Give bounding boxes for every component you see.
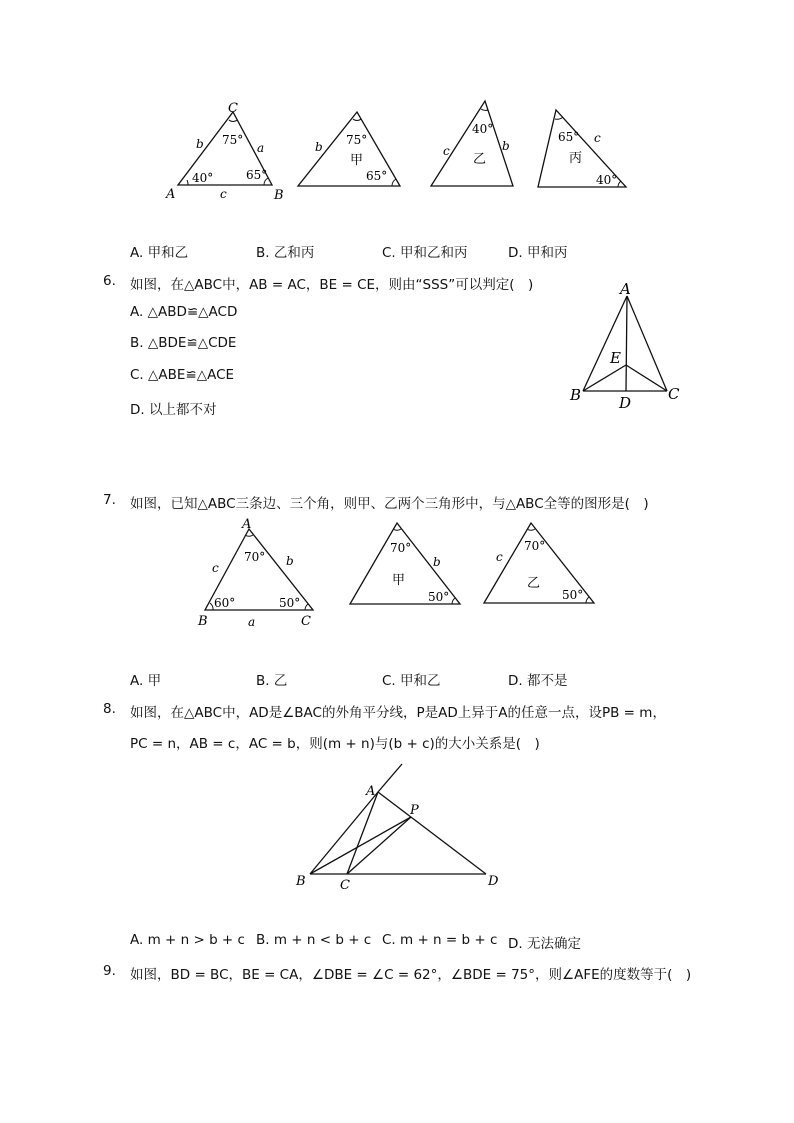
q9-number: 9.: [103, 963, 116, 979]
q6-stem: 如图，在△ABC中，AB = AC，BE = CE，则由“SSS”可以判定( ): [130, 277, 534, 293]
q5-abc-angle-a: 40°: [192, 171, 214, 185]
q5-abc-angle-c: 75°: [222, 133, 244, 147]
q5-abc-side-c: c: [220, 187, 227, 201]
q7-abc-label-b: B: [198, 614, 208, 629]
q5-jia-arc-top: [353, 119, 361, 121]
q7-abc-angle-b: 60°: [214, 596, 236, 610]
q5-yi-side-c: c: [443, 144, 450, 158]
q8-number: 8.: [103, 701, 116, 717]
q7-abc-side-c: c: [212, 561, 219, 575]
q8-option-c: C. m + n = b + c: [382, 932, 498, 948]
q5-abc-label-c-vertex: C: [228, 101, 238, 116]
q8-option-a: A. m + n > b + c: [130, 932, 245, 948]
q8-option-d: D. 无法确定: [508, 936, 581, 952]
q5-figure-bing: [532, 100, 632, 195]
q5-figure-abc: [160, 98, 290, 208]
q7-yi-arc-right: [586, 597, 589, 603]
q5-bing-angle-right: 40°: [596, 173, 618, 187]
q5-jia-name: 甲: [350, 153, 364, 168]
q5-abc-label-b-vertex: B: [274, 188, 284, 203]
q8-line-ad: [378, 792, 486, 874]
q6-label-c: C: [668, 385, 680, 403]
q7-option-c: C. 甲和乙: [382, 673, 441, 689]
q6-line-ad: [626, 296, 627, 391]
q5-figure-jia: [290, 98, 410, 198]
q7-figure-jia: [342, 515, 472, 615]
q5-yi-angle-top: 40°: [472, 122, 494, 136]
q6-label-b: B: [570, 386, 582, 404]
q7-jia-side-b: b: [433, 555, 441, 569]
q5-abc-angle-b: 65°: [246, 168, 268, 182]
q8-option-b: B. m + n < b + c: [256, 932, 372, 948]
q5-jia-angle-right: 65°: [366, 169, 388, 183]
q5-jia-angle-top: 75°: [346, 133, 368, 147]
q7-figure-abc: [195, 515, 325, 630]
q7-yi-arc-top: [527, 529, 535, 530]
q5-option-a: A. 甲和乙: [130, 245, 189, 261]
q7-abc-side-a: a: [248, 615, 256, 629]
q7-abc-arc-b: [210, 603, 213, 610]
q5-abc-arc-a: [187, 180, 188, 185]
q9-stem: 如图，BD = BC，BE = CA，∠DBE = ∠C = 62°，∠BDE = 75°，则∠AFE的度数等于( ): [130, 967, 692, 983]
q6-option-c: C. △ABE≌△ACE: [130, 367, 235, 383]
q6-figure: [565, 278, 695, 413]
q5-jia-side-b: b: [315, 140, 323, 154]
q7-figure-yi: [476, 515, 606, 615]
q5-option-b: B. 乙和丙: [256, 245, 315, 261]
q8-label-p: P: [410, 803, 419, 818]
q7-option-a: A. 甲: [130, 673, 162, 689]
q7-yi-name: 乙: [527, 576, 541, 591]
q8-stem-line2: PC = n，AB = c，AC = b，则(m + n)与(b + c)的大小关系是( ): [130, 736, 540, 752]
q5-figure-yi: [425, 95, 525, 195]
q6-label-d: D: [619, 394, 632, 412]
q7-abc-arc-c: [305, 604, 308, 610]
q7-option-d: D. 都不是: [508, 673, 568, 689]
q7-abc-angle-c: 50°: [279, 596, 301, 610]
q5-bing-arc-right: [618, 181, 621, 187]
q7-stem: 如图，已知△ABC三条边、三个角，则甲、乙两个三角形中，与△ABC全等的图形是( ): [130, 496, 649, 512]
q5-abc-label-a-vertex: A: [166, 187, 176, 202]
q5-bing-name: 丙: [569, 151, 583, 166]
q5-bing-arc-top: [555, 117, 563, 119]
q5-yi-name: 乙: [473, 152, 487, 167]
q7-option-b: B. 乙: [256, 673, 288, 689]
q7-yi-side-c: c: [496, 550, 503, 564]
q7-abc-angle-a: 70°: [244, 550, 266, 564]
q8-line-ab: [310, 792, 378, 874]
q7-jia-name: 甲: [392, 573, 406, 588]
q7-jia-arc-right: [452, 598, 455, 604]
q5-abc-arc-c: [229, 120, 237, 122]
q7-abc-arc-a: [245, 535, 253, 536]
q7-abc-side-b: b: [286, 554, 294, 568]
q6-line-ab: [583, 296, 627, 391]
q8-label-d: D: [488, 874, 499, 889]
q5-abc-side-a: a: [257, 141, 265, 155]
q7-abc-label-a: A: [242, 517, 252, 532]
q8-stem-line1: 如图，在△ABC中，AD是∠BAC的外角平分线，P是AD上异于A的任意一点，设PB = m，: [130, 705, 666, 721]
q8-line-pc: [347, 817, 411, 874]
q6-number: 6.: [103, 273, 116, 289]
q6-option-a: A. △ABD≌△ACD: [130, 304, 238, 320]
q8-label-b: B: [296, 874, 306, 889]
q5-yi-arc-top: [481, 109, 488, 110]
q7-yi-angle-right: 50°: [562, 588, 584, 602]
q7-number: 7.: [103, 492, 116, 508]
q7-jia-arc-top: [393, 529, 401, 530]
q5-abc-side-b: b: [196, 137, 204, 151]
q8-figure: [290, 760, 510, 895]
q5-bing-side-c: c: [594, 131, 601, 145]
q8-line-pb: [310, 817, 411, 874]
q6-label-a: A: [620, 280, 631, 298]
q8-line-ad-ext: [378, 764, 402, 792]
q7-yi-angle-top: 70°: [524, 539, 546, 553]
q7-abc-label-c: C: [301, 614, 311, 629]
q7-jia-angle-top: 70°: [390, 541, 412, 555]
q8-label-c: C: [340, 878, 350, 893]
q8-line-ac: [347, 792, 378, 874]
q6-line-ac: [627, 296, 667, 391]
q5-bing-angle-top: 65°: [558, 130, 580, 144]
q6-option-d: D. 以上都不对: [130, 402, 217, 418]
q6-label-e: E: [610, 349, 621, 367]
q5-option-c: C. 甲和乙和丙: [382, 245, 468, 261]
q5-option-d: D. 甲和丙: [508, 245, 568, 261]
q5-jia-arc-right: [392, 179, 396, 186]
q5-yi-side-b: b: [502, 139, 510, 153]
q8-label-a: A: [366, 784, 376, 799]
q6-option-b: B. △BDE≌△CDE: [130, 335, 237, 351]
q7-jia-angle-right: 50°: [428, 590, 450, 604]
